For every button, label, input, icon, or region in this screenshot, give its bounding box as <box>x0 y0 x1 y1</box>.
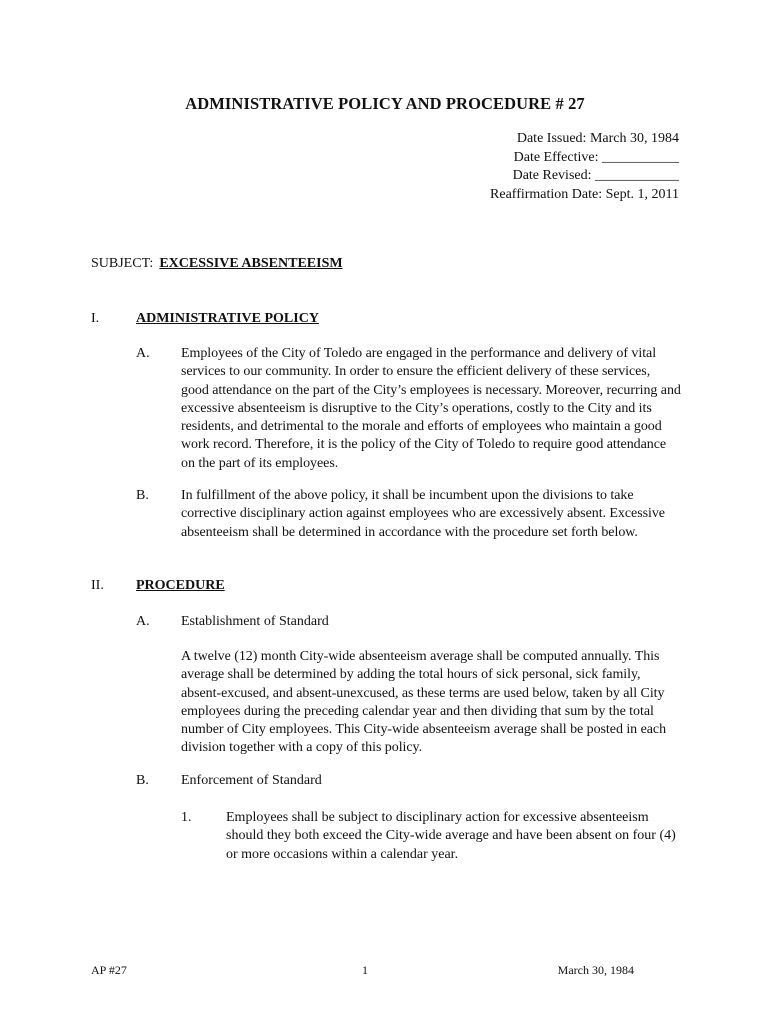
item-letter: B. <box>136 488 149 503</box>
subject-label: SUBJECT: <box>91 256 154 271</box>
footer-page-number: 1 <box>362 963 368 977</box>
item-letter: B. <box>136 773 149 788</box>
reaffirmation-date: Reaffirmation Date: Sept. 1, 2011 <box>490 186 679 202</box>
date-issued: Date Issued: March 30, 1984 <box>516 131 679 146</box>
item-letter: A. <box>136 614 150 629</box>
section-number: I. <box>91 311 100 326</box>
policy-paragraph: In fulfillment of the above policy, it shall be incumbent upon the divisions to take corrective disciplinary action against employees who are excessively absent. Excessive absenteeism shall be determined in accordance with the procedure set forth below. <box>181 488 665 540</box>
date-effective: Date Effective: ___________ <box>513 149 679 165</box>
section-title: PROCEDURE <box>136 578 225 593</box>
document-title: ADMINISTRATIVE POLICY AND PROCEDURE # 27 <box>185 94 585 113</box>
procedure-subheading: Enforcement of Standard <box>181 773 322 788</box>
date-block <box>490 130 679 204</box>
subitem-number: 1. <box>181 810 192 825</box>
subject-line <box>91 256 343 272</box>
section-number: II. <box>91 578 104 593</box>
procedure-subheading: Establishment of Standard <box>181 614 329 629</box>
date-revised: Date Revised: ____________ <box>512 168 679 183</box>
policy-paragraph: Employees of the City of Toledo are engaged in the performance and delivery of vital services to our community. In order to ensure the efficient delivery of these services, good attendance on the part of the City’s employees is necessary. Moreover, recurring and excessive absenteeism is disruptive to the City’s operations, costly to the City and its residents, and detrimental to the morale and efforts of employees who maintain a good work record. Therefore, it is the policy of the City of Toledo to require good attendance on the part of its employees. <box>181 346 681 471</box>
footer-document-id: AP #27 <box>91 963 127 977</box>
procedure-paragraph: A twelve (12) month City-wide absenteeism average shall be computed annually. This average shall be determined by adding the total hours of sick personal, sick family, absent-excused, and absent-unexcused, as these terms are used below, taken by all City employees during the preceding calendar year and then dividing that sum by the total number of City employees. This City-wide absenteeism average shall be posted in each division together with a copy of this policy. <box>181 649 667 756</box>
footer-date: March 30, 1984 <box>557 963 634 977</box>
procedure-subitem-paragraph: Employees shall be subject to disciplinary action for excessive absenteeism should they both exceed the City-wide average and have been absent on four (4) or more occasions within a calendar year. <box>226 810 676 862</box>
item-letter: A. <box>136 346 150 361</box>
subject-value: EXCESSIVE ABSENTEEISM <box>159 256 343 271</box>
section-title: ADMINISTRATIVE POLICY <box>136 311 319 326</box>
